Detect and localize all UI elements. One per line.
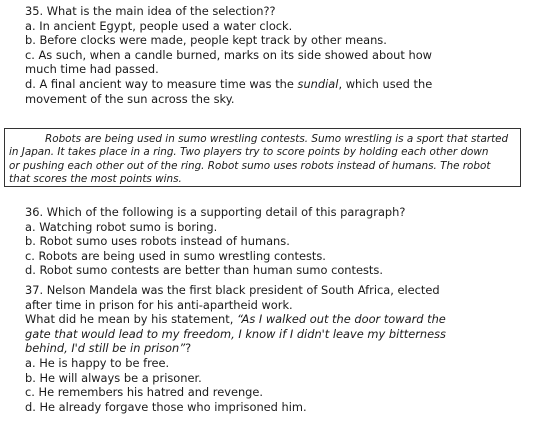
question-35 <box>25 4 525 106</box>
question-36-option-a: a. Watching robot sumo is boring. <box>25 219 218 234</box>
quote-text: “As I walked out the door toward the <box>236 312 446 327</box>
reading-passage-box <box>4 128 521 187</box>
option-d-rest: , which used the <box>338 76 433 91</box>
passage-line: in Japan. It takes place in a ring. Two players try to score points by holding each other down <box>9 146 489 159</box>
quote-text-end <box>25 341 525 356</box>
question-37-intro: after time in prison for his anti-apartheid work. <box>25 297 293 312</box>
question-37-option-b: b. He will always be a prisoner. <box>25 370 202 385</box>
question-37-prompt <box>25 312 525 327</box>
option-d-prefix: d. A final ancient way to measure time was the <box>25 76 298 91</box>
question-37-option-d: d. He already forgave those who imprisoned him. <box>25 399 307 414</box>
passage-line: or pushing each other out of the ring. Robot sumo uses robots instead of humans. The robot <box>9 159 491 172</box>
question-35-option-b: b. Before clocks were made, people kept track by other means. <box>25 33 387 48</box>
question-36-option-c: c. Robots are being used in sumo wrestling contests. <box>25 248 326 263</box>
question-36-option-d: d. Robot sumo contests are better than human sumo contests. <box>25 263 383 278</box>
question-35-option-a: a. In ancient Egypt, people used a water clock. <box>25 18 293 33</box>
question-35-text: 35. What is the main idea of the selection?? <box>25 4 276 18</box>
passage-line: that scores the most points wins. <box>9 172 182 185</box>
question-37-option-c: c. He remembers his hatred and revenge. <box>25 385 264 400</box>
question-37-intro: 37. Nelson Mandela was the first black president of South Africa, elected <box>25 283 440 297</box>
question-35-option-d-continued: movement of the sun across the sky. <box>25 91 235 106</box>
prompt-prefix: What did he mean by his statement, <box>25 312 237 327</box>
question-36-text: 36. Which of the following is a supporting detail of this paragraph? <box>25 205 406 219</box>
question-35-option-d <box>25 77 525 92</box>
question-35-option-c: c. As such, when a candle burned, marks on its side showed about how <box>25 47 432 62</box>
option-d-term: sundial <box>297 76 339 91</box>
question-37-option-a: a. He is happy to be free. <box>25 355 170 370</box>
question-36-option-b: b. Robot sumo uses robots instead of humans. <box>25 234 290 249</box>
passage-line: Robots are being used in sumo wrestling contests. Sumo wrestling is a sport that started <box>45 133 509 145</box>
question-36 <box>25 205 525 278</box>
question-37 <box>25 283 525 414</box>
question-mark: ? <box>185 341 192 356</box>
quote-text: behind, I'd still be in prison” <box>25 341 186 356</box>
quote-text-continued: gate that would lead to my freedom, I know if I didn't leave my bitterness <box>25 326 446 341</box>
question-35-option-c-continued: much time had passed. <box>25 62 159 77</box>
